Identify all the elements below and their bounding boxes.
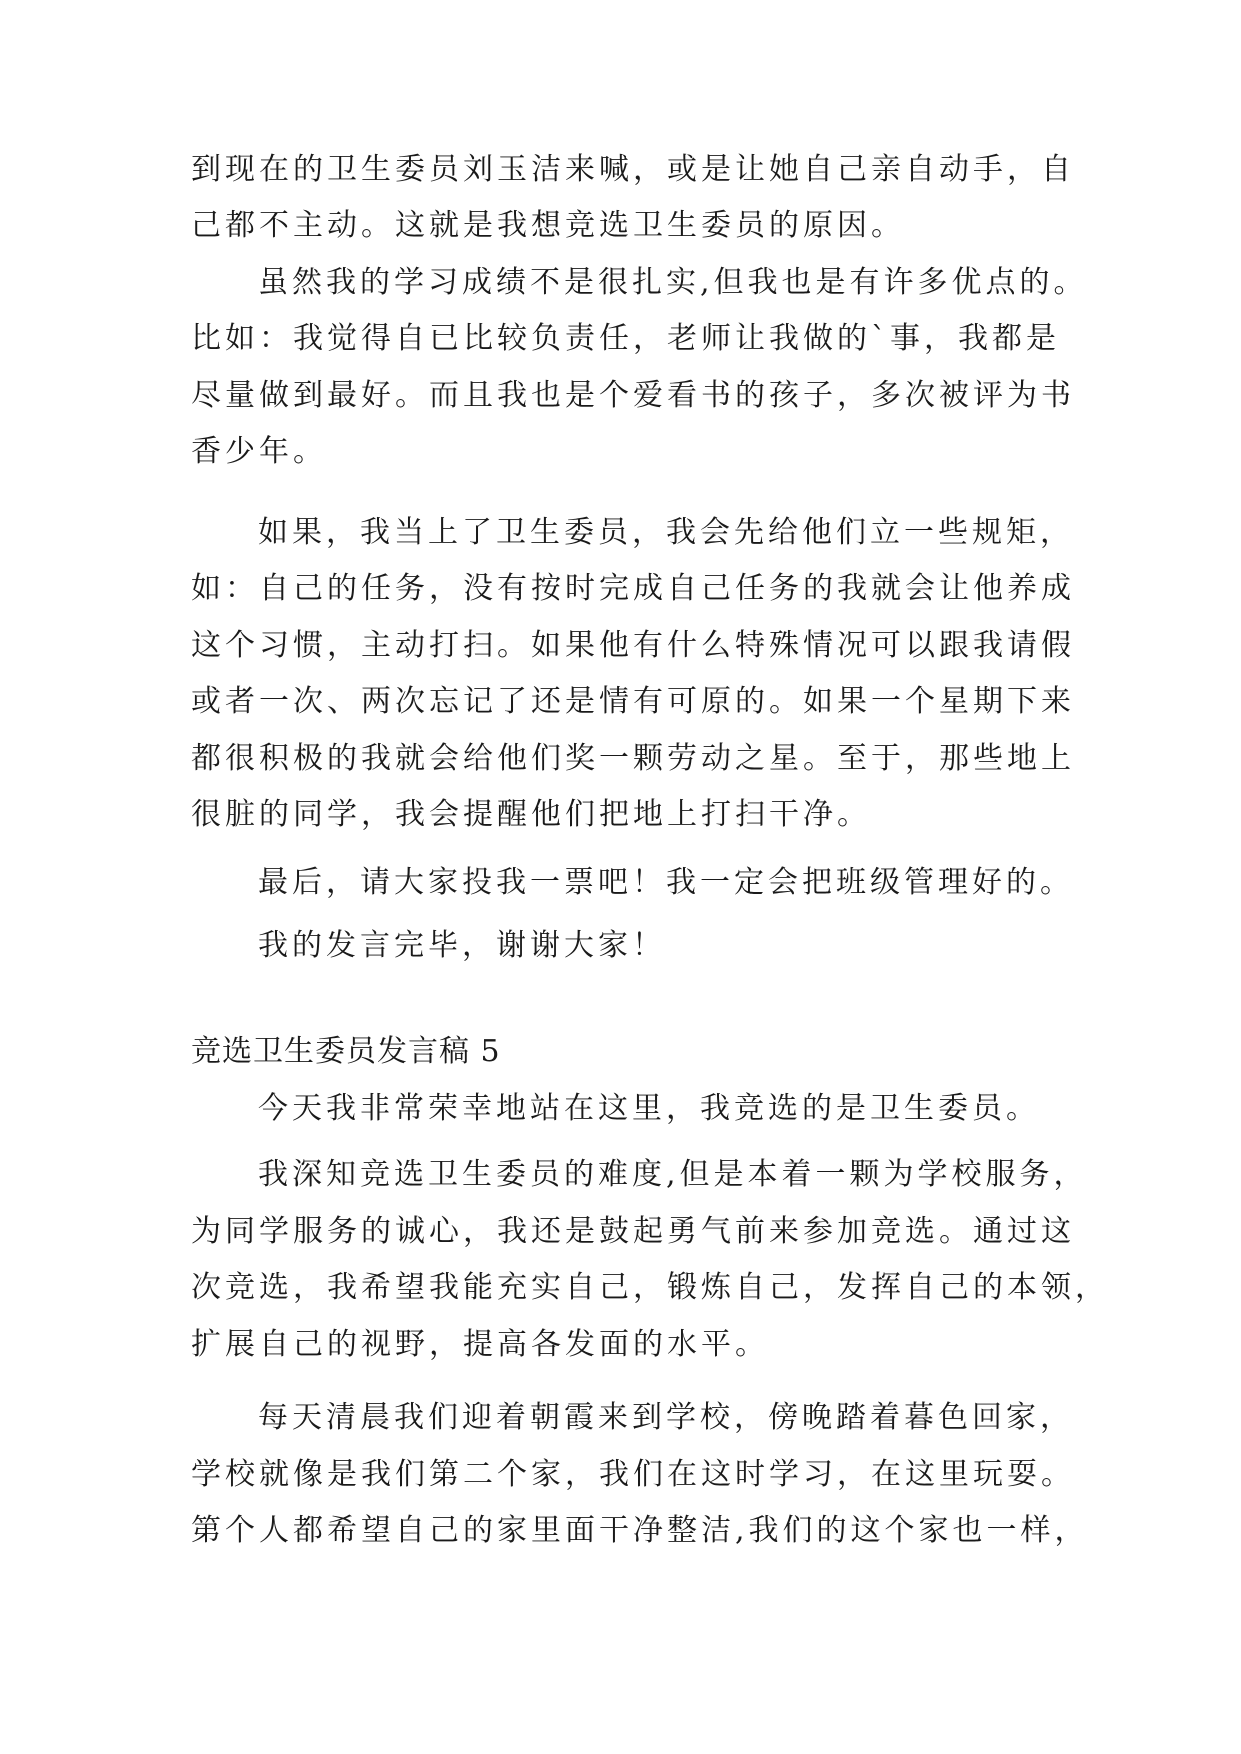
body-text-line: 或者一次、两次忘记了还是情有可原的。如果一个星期下来	[191, 684, 1075, 719]
body-text-line: 比如：我觉得自已比较负责任，老师让我做的`事，我都是	[191, 321, 1060, 356]
body-text-line: 都很积极的我就会给他们奖一颗劳动之星。至于，那些地上	[191, 741, 1075, 776]
body-text-line: 为同学服务的诚心，我还是鼓起勇气前来参加竞选。通过这	[191, 1214, 1075, 1249]
body-text-line: 次竞选，我希望我能充实自己，锻炼自己，发挥自己的本领，	[191, 1270, 1109, 1305]
body-text-line: 尽量做到最好。而且我也是个爱看书的孩子，多次被评为书	[191, 378, 1075, 413]
body-text-line: 我的发言完毕，谢谢大家！	[258, 928, 666, 963]
body-text-line: 我深知竞选卫生委员的难度,但是本着一颗为学校服务，	[258, 1157, 1088, 1192]
body-text-line: 学校就像是我们第二个家，我们在这时学习，在这里玩耍。	[191, 1457, 1075, 1492]
body-text-line: 如：自己的任务，没有按时完成自己任务的我就会让他养成	[191, 571, 1075, 606]
section-title: 竞选卫生委员发言稿 5	[191, 1034, 501, 1069]
body-text-line: 很脏的同学，我会提醒他们把地上打扫干净。	[191, 797, 871, 832]
body-text-line: 香少年。	[191, 434, 327, 469]
body-text-line: 今天我非常荣幸地站在这里，我竞选的是卫生委员。	[258, 1091, 1040, 1126]
body-text-line: 这个习惯，主动打扫。如果他有什么特殊情况可以跟我请假	[191, 628, 1075, 663]
body-text-line: 最后，请大家投我一票吧！我一定会把班级管理好的。	[258, 865, 1074, 900]
body-text-line: 虽然我的学习成绩不是很扎实,但我也是有许多优点的。	[258, 265, 1088, 300]
body-text-line: 如果，我当上了卫生委员，我会先给他们立一些规矩，	[258, 515, 1074, 550]
body-text-line: 扩展自己的视野，提高各发面的水平。	[191, 1327, 769, 1362]
body-text-line: 到现在的卫生委员刘玉洁来喊，或是让她自己亲自动手，自	[191, 152, 1075, 187]
body-text-line: 第个人都希望自己的家里面干净整洁,我们的这个家也一样，	[191, 1513, 1089, 1548]
body-text-line: 己都不主动。这就是我想竞选卫生委员的原因。	[191, 208, 905, 243]
body-text-line: 每天清晨我们迎着朝霞来到学校，傍晚踏着暮色回家，	[258, 1400, 1074, 1435]
